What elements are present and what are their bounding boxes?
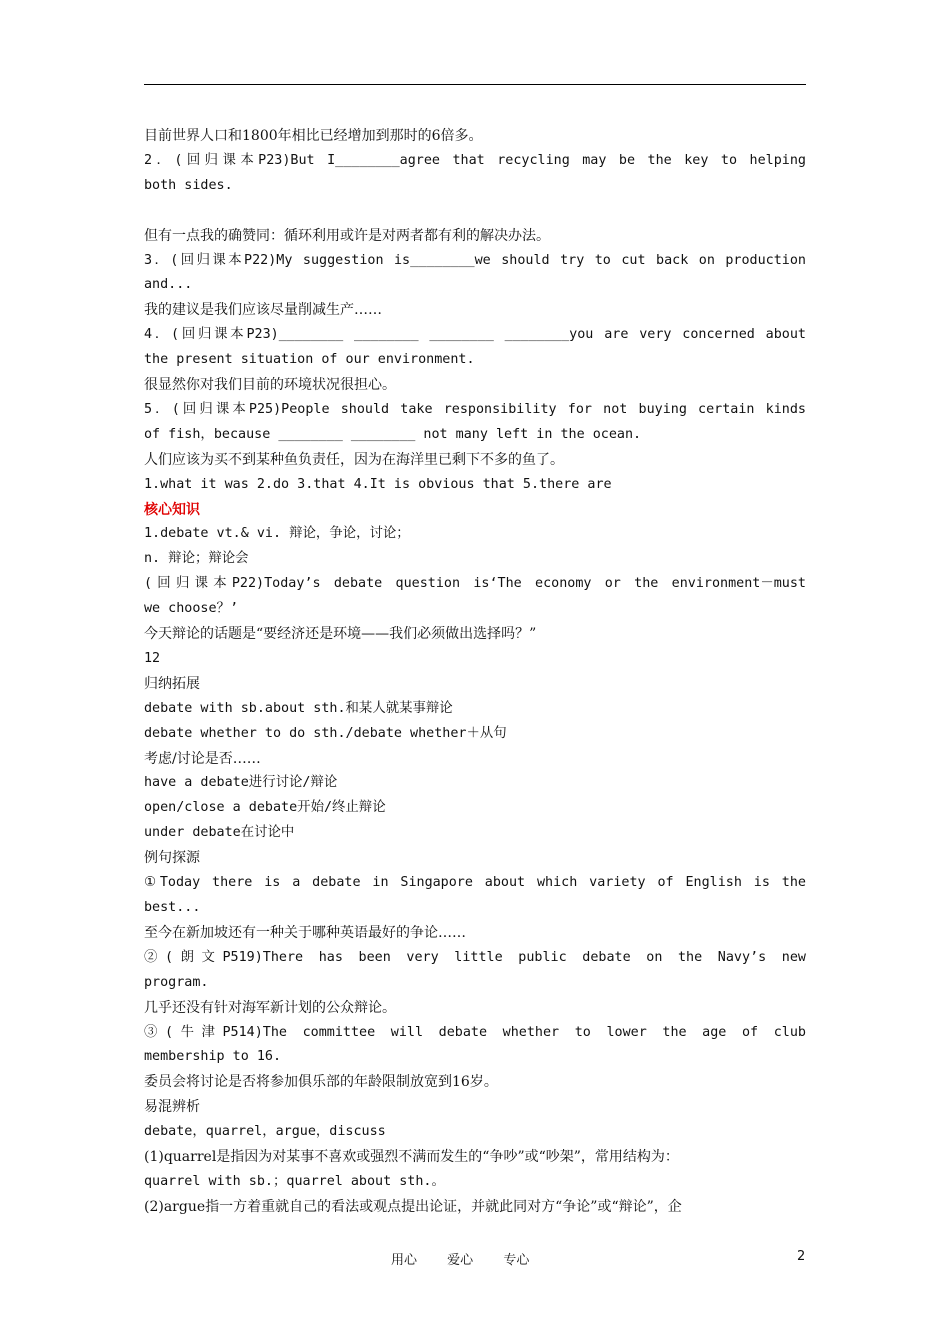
subheading: 归纳拓展	[144, 675, 200, 692]
text-line: 几乎还没有针对海军新计划的公众辩论。	[144, 999, 396, 1016]
text-line: ①Today there is a debate in Singapore about which variety of English is the	[144, 875, 806, 891]
blank-line	[144, 199, 806, 224]
subheading: 例句探源	[144, 850, 200, 867]
text-line: have a debate进行讨论/辩论	[144, 775, 338, 791]
text-line: (1)quarrel是指因为对某事不喜欢或强烈不满而发生的“争吵”或“吵架”，常用结构为：	[144, 1149, 679, 1166]
text-line: (回归课本P22)Today’s debate question is‘The economy or the environment－must	[144, 576, 806, 592]
text-line: (2)argue指一方着重就自己的看法或观点提出论证，并就此同对方“争论”或“辩论”，企	[144, 1198, 682, 1215]
answer-key: 1.what it was 2.do 3.that 4.It is obvious that 5.there are	[144, 476, 612, 492]
text-line: both sides.	[144, 177, 233, 193]
text-line: 3．(回归课本P22)My suggestion is________we should try to cut back on production	[144, 252, 806, 268]
text-line: 至今在新加坡还有一种关于哪种英语最好的争论……	[144, 924, 466, 941]
footer-motto	[391, 1249, 555, 1268]
text-line: 很显然你对我们目前的环境状况很担心。	[144, 377, 396, 393]
header-rule	[144, 84, 806, 85]
text-line: membership to 16.	[144, 1049, 282, 1065]
text-line: 2．(回归课本P23)But I________agree that recycling may be the key to helping	[144, 152, 806, 168]
text-line: of fish，because ________ ________ not many left in the ocean.	[144, 426, 642, 442]
document-body	[144, 124, 806, 1220]
footer-word: 专心	[503, 1253, 530, 1268]
text-line: 12	[144, 650, 161, 666]
text-line: 今天辩论的话题是“要经济还是环境——我们必须做出选择吗？”	[144, 626, 537, 643]
text-line: 考虑/讨论是否……	[144, 750, 261, 767]
text-line: 目前世界人口和1800年相比已经增加到那时的6倍多。	[144, 128, 483, 144]
section-heading: 核心知识	[144, 501, 200, 518]
text-line: quarrel with sb.；quarrel about sth.。	[144, 1173, 445, 1189]
text-line: ②(朗文P519)There has been very little public debate on the Navy’s new	[144, 949, 806, 965]
text-line: debate with sb.about sth.和某人就某事辩论	[144, 700, 453, 716]
text-line: open/close a debate开始/终止辩论	[144, 800, 386, 816]
page-number: 2	[797, 1249, 806, 1264]
text-line: debate whether to do sth./debate whether＋从句	[144, 725, 507, 741]
text-line: 委员会将讨论是否将参加俱乐部的年龄限制放宽到16岁。	[144, 1074, 498, 1091]
text-line: best...	[144, 899, 201, 915]
text-line: program.	[144, 974, 209, 990]
text-line: 5．(回归课本P25)People should take responsibility for not buying certain kinds	[144, 401, 806, 417]
text-line: under debate在讨论中	[144, 825, 295, 841]
text-line: we choose？’	[144, 601, 239, 617]
text-line: n. 辩论；辩论会	[144, 551, 249, 567]
footer-word: 爱心	[447, 1253, 474, 1268]
subheading: 易混辨析	[144, 1099, 200, 1116]
text-line: 但有一点我的确赞同：循环利用或许是对两者都有利的解决办法。	[144, 227, 550, 244]
text-line: ③(牛津P514)The committee will debate whether to lower the age of club	[144, 1024, 806, 1040]
text-line: the present situation of our environment.	[144, 352, 475, 368]
footer-word: 用心	[391, 1253, 418, 1268]
text-line: debate，quarrel，argue，discuss	[144, 1124, 386, 1140]
text-line: 1.debate vt.& vi. 辩论，争论，讨论；	[144, 526, 410, 542]
text-line: 我的建议是我们应该尽量削减生产……	[144, 302, 382, 319]
text-line: 人们应该为买不到某种鱼负责任，因为在海洋里已剩下不多的鱼了。	[144, 451, 564, 468]
text-line: and...	[144, 277, 193, 293]
text-line: 4．(回归课本P23)________ ________ ________ ________you are very concerned about	[144, 327, 806, 343]
